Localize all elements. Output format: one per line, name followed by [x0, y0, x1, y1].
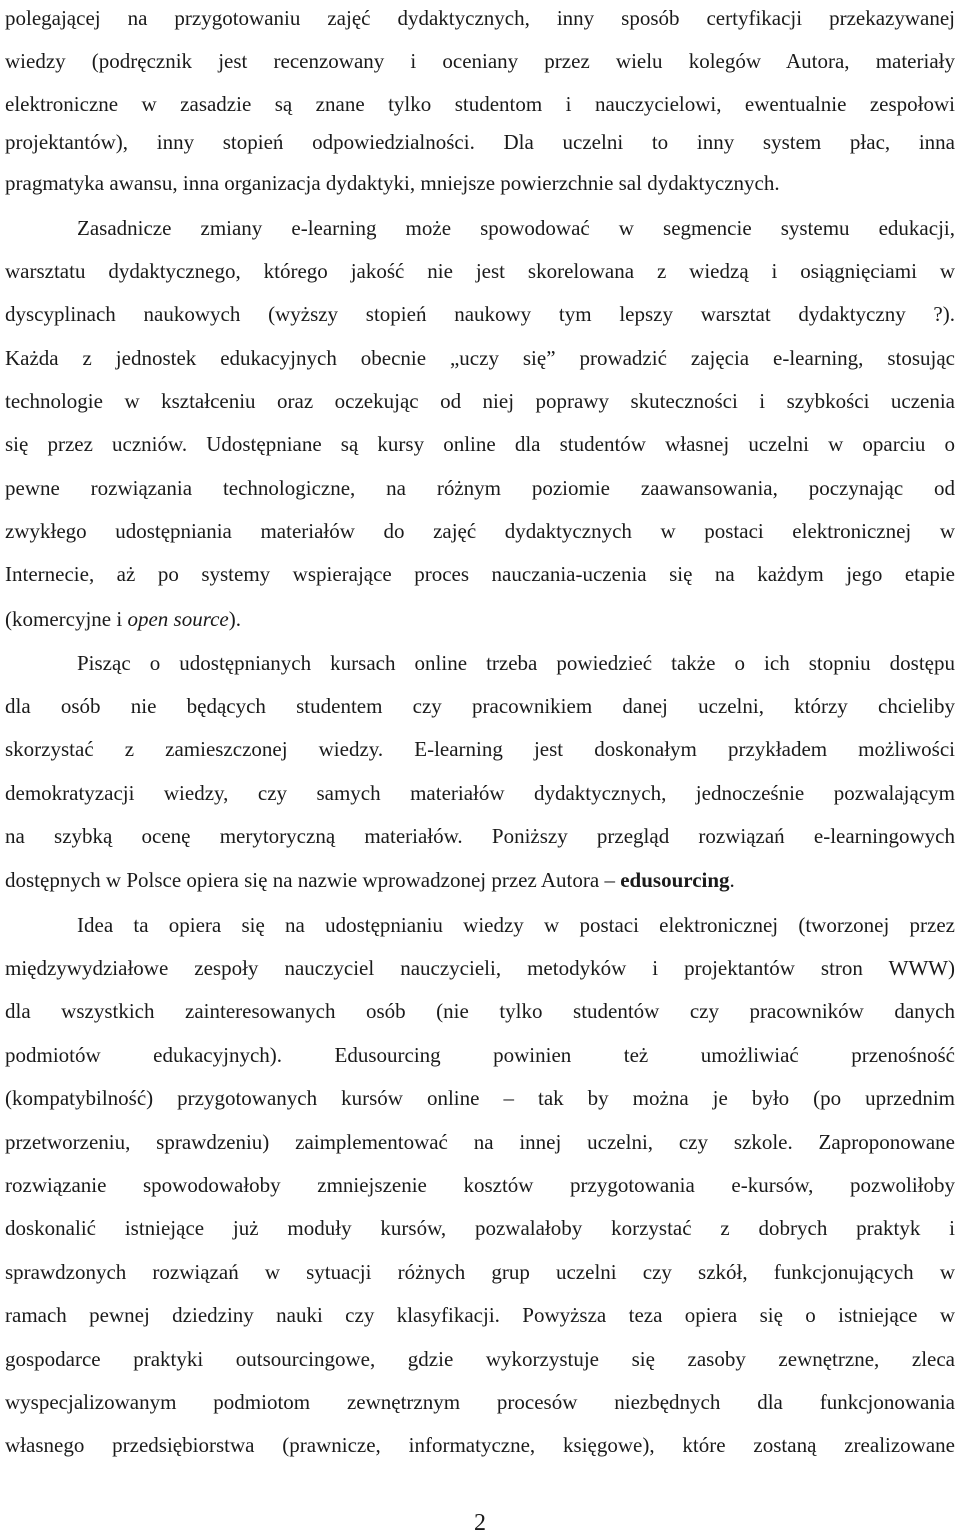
- text-line: sprawdzonych rozwiązań w sytuacji różnych grup uczelni czy szkół, funkcjonujących w: [5, 1260, 955, 1284]
- text-fragment: ).: [228, 607, 241, 631]
- bold-term: edusourcing: [620, 868, 730, 892]
- text-line: doskonalić istniejące już moduły kursów, pozwalałoby korzystać z dobrych praktyk i: [5, 1216, 955, 1240]
- text-line: demokratyzacji wiedzy, czy samych materiałów dydaktycznych, jednocześnie pozwalającym: [5, 781, 955, 805]
- italic-term: open source: [127, 607, 229, 631]
- text-line: wyspecjalizowanym podmiotom zewnętrznym procesów niezbędnych dla funkcjonowania: [5, 1390, 955, 1414]
- text-line: podmiotów edukacyjnych). Edusourcing powinien też umożliwiać przenośność: [5, 1043, 955, 1067]
- paragraph-start-line: Idea ta opiera się na udostępnianiu wiedzy w postaci elektronicznej (tworzonej przez: [77, 913, 955, 937]
- text-line: technologie w kształceniu oraz oczekując od niej poprawy skuteczności i szybkości uczenia: [5, 389, 955, 413]
- text-line: rozwiązanie spowodowałoby zmniejszenie kosztów przygotowania e-kursów, pozwoliłoby: [5, 1173, 955, 1197]
- text-line: Internecie, aż po systemy wspierające proces nauczania-uczenia się na każdym jego etapie: [5, 562, 955, 586]
- text-line: Każda z jednostek edukacyjnych obecnie „uczy się” prowadzić zajęcia e-learning, stosując: [5, 346, 955, 370]
- text-fragment: .: [729, 868, 735, 892]
- text-line: skorzystać z zamieszczonej wiedzy. E-learning jest doskonałym przykładem możliwości: [5, 737, 955, 761]
- text-line: pewne rozwiązania technologiczne, na różnym poziomie zaawansowania, poczynając od: [5, 476, 955, 500]
- text-line: przetworzeniu, sprawdzeniu) zaimplementować na innej uczelni, czy szkole. Zaproponowane: [5, 1130, 955, 1154]
- text-line: międzywydziałowe zespoły nauczyciel nauczycieli, metodyków i projektantów stron WWW): [5, 956, 955, 980]
- text-fragment: dostępnych w Polsce opiera się na nazwie wprowadzonej przez Autora –: [5, 868, 621, 892]
- text-line: ramach pewnej dziedziny nauki czy klasyfikacji. Powyższa teza opiera się o istniejące w: [5, 1303, 955, 1327]
- text-line: [5, 864, 955, 896]
- text-line: elektroniczne w zasadzie są znane tylko studentom i nauczycielowi, ewentualnie zespołowi: [5, 92, 955, 116]
- text-line: dla osób nie będących studentem czy pracownikiem danej uczelni, którzy chcieliby: [5, 694, 955, 718]
- text-line: [5, 603, 955, 635]
- text-fragment: (komercyjne i: [5, 607, 128, 631]
- text-line: zwykłego udostępniania materiałów do zajęć dydaktycznych w postaci elektronicznej w: [5, 519, 955, 543]
- page-number: 2: [474, 1510, 486, 1536]
- paragraph-start-line: Zasadnicze zmiany e-learning może spowodować w segmencie systemu edukacji,: [77, 216, 955, 240]
- text-line: gospodarce praktyki outsourcingowe, gdzie wykorzystuje się zasoby zewnętrzne, zleca: [5, 1347, 955, 1371]
- paragraph-start-line: Pisząc o udostępnianych kursach online trzeba powiedzieć także o ich stopniu dostępu: [77, 651, 955, 675]
- text-line: warsztatu dydaktycznego, którego jakość nie jest skorelowana z wiedzą i osiągnięciami w: [5, 259, 955, 283]
- text-line: na szybką ocenę merytoryczną materiałów. Poniższy przegląd rozwiązań e-learningowych: [5, 824, 955, 848]
- text-line: dyscyplinach naukowych (wyższy stopień naukowy tym lepszy warsztat dydaktyczny ?).: [5, 302, 955, 326]
- text-line: polegającej na przygotowaniu zajęć dydaktycznych, inny sposób certyfikacji przekazywanej: [5, 6, 955, 30]
- text-line: wiedzy (podręcznik jest recenzowany i oceniany przez wielu kolegów Autora, materiały: [5, 49, 955, 73]
- text-line: (kompatybilność) przygotowanych kursów online – tak by można je było (po uprzednim: [5, 1086, 955, 1110]
- text-line: się przez uczniów. Udostępniane są kursy online dla studentów własnej uczelni w oparciu o: [5, 432, 955, 456]
- text-line: projektantów), inny stopień odpowiedzialności. Dla uczelni to inny system płac, inna: [5, 130, 955, 154]
- text-line: dla wszystkich zainteresowanych osób (nie tylko studentów czy pracowników danych: [5, 999, 955, 1023]
- text-line: własnego przedsiębiorstwa (prawnicze, informatyczne, księgowe), które zostaną zrealizowane: [5, 1433, 955, 1457]
- text-line: pragmatyka awansu, inna organizacja dydaktyki, mniejsze powierzchnie sal dydaktycznych.: [5, 171, 780, 195]
